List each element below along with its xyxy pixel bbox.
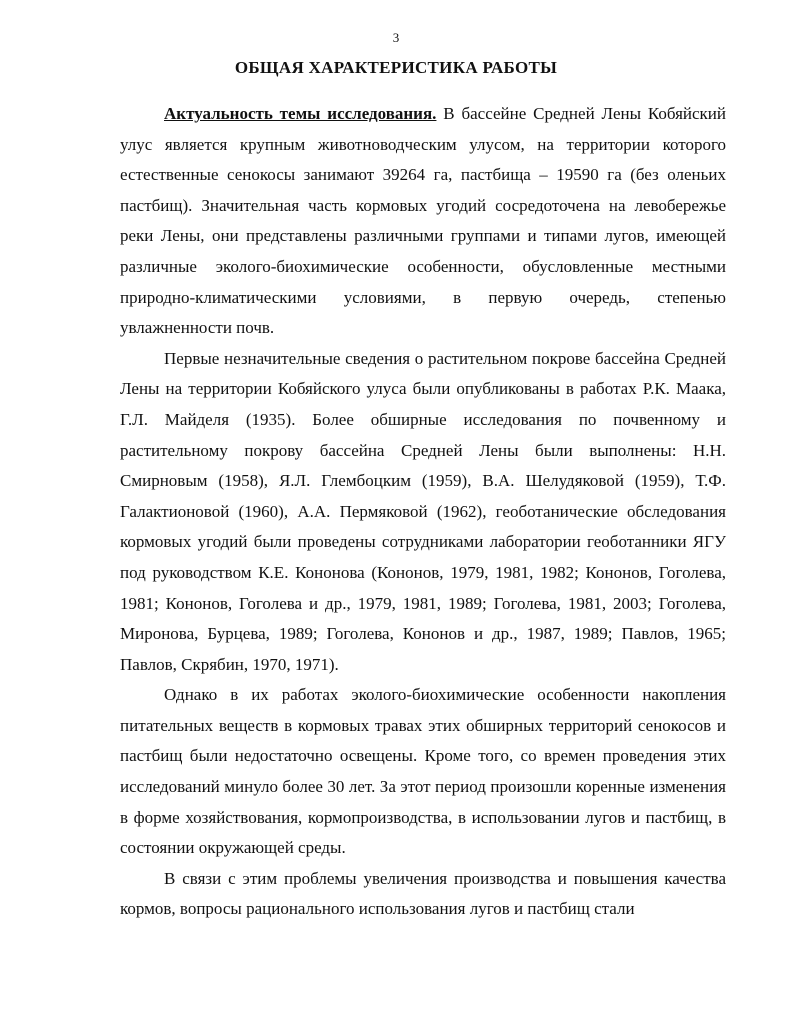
relevance-text: В бассейне Средней Лены Кобяйский улус является крупным животноводческим улусом, на территории которого естественные сенокосы занимают 39264 га, пастбища – 19590 га (без оленьих пастбищ). Значительная часть кормовых угодий сосредоточена на левобережье реки Лены, они представлены различными группами и типами лугов, имеющей различные эколого-биохимические особенности, обусловленные местными природно-климатическими условиями, в первую очередь, степенью увлажненности почв. [120, 104, 726, 338]
section-title: ОБЩАЯ ХАРАКТЕРИСТИКА РАБОТЫ [234, 58, 558, 77]
body-text [120, 99, 726, 925]
paragraph-problem-statement: В связи с этим проблемы увеличения производства и повышения качества кормов, вопросы рационального использования лугов и пастбищ стали [120, 868, 726, 919]
paragraph-prior-research: Первые незначительные сведения о растительном покрове бассейна Средней Лены на территории Кобяйского улуса были опубликованы в работах Р.К. Маака, Г.Л. Майделя (1935). Более обширные исследования по почвенному и растительному покрову бассейна Средней Лены были выполнены: Н.Н. Смирновым (1958), Я.Л. Глембоцким (1959), В.А. Шелудяковой (1959), Т.Ф. Галактионовой (1960), А.А. Пермяковой (1962), геоботанические обследования кормовых угодий были проведены сотрудниками лаборатории геоботанники ЯГУ под руководством К.Е. Кононова (Кононов, 1979, 1981, 1982; Кононов, Гоголева, 1981; Кононов, Гоголева и др., 1979, 1981, 1989; Гоголева, 1981, 2003; Гоголева, Миронова, Бурцева, 1989; Гоголева, Кононов и др., 1987, 1989; Павлов, 1965; Павлов, Скрябин, 1970, 1971). [120, 348, 726, 674]
relevance-heading: Актуальность темы исследования. [164, 104, 437, 123]
page-number: 3 [392, 30, 400, 45]
paragraph-research-gap: Однако в их работах эколого-биохимические особенности накопления питательных веществ в кормовых травах этих обширных территорий сенокосов и пастбищ были недостаточно освещены. Кроме того, со времен проведения этих исследований минуло более 30 лет. За этот период произошли коренные изменения в форме хозяйствования, кормопроизводства, в использовании лугов и пастбищ, в состоянии окружающей среды. [120, 685, 726, 858]
paragraph-relevance [120, 99, 726, 344]
